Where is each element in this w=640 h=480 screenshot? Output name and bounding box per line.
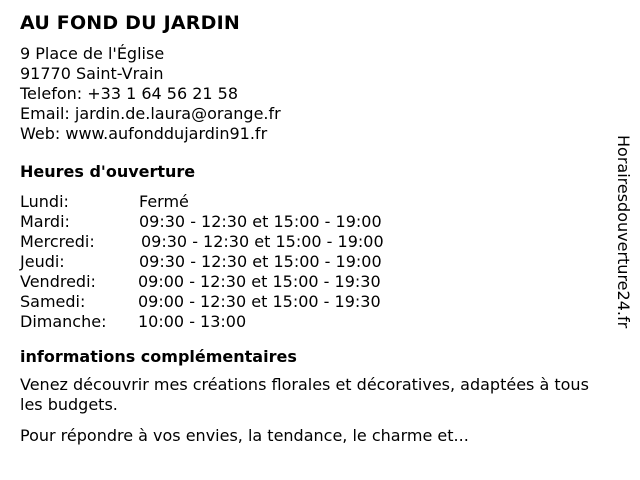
hours-row-vendredi bbox=[20, 272, 610, 292]
business-card bbox=[20, 10, 610, 446]
phone-line: Telefon: +33 1 64 56 21 58 bbox=[20, 84, 239, 103]
hours-table bbox=[20, 192, 610, 332]
day-label: Samedi: bbox=[20, 292, 86, 311]
day-label: Lundi: bbox=[20, 192, 69, 211]
address-street: 9 Place de l'Église bbox=[20, 44, 165, 63]
email-line: Email: jardin.de.laura@orange.fr bbox=[20, 104, 281, 123]
hours-row-mardi bbox=[20, 212, 610, 232]
watermark-text: Horairesdouverture24.fr bbox=[614, 135, 633, 329]
info-paragraph: Venez découvrir mes créations florales et décoratives, adaptées à tous les budgets. bbox=[20, 375, 589, 414]
day-hours: 09:00 - 12:30 et 15:00 - 19:30 bbox=[138, 292, 381, 311]
day-label: Mercredi: bbox=[20, 232, 95, 251]
hours-row-jeudi bbox=[20, 252, 610, 272]
hours-row-mercredi bbox=[20, 232, 610, 252]
hours-row-dimanche bbox=[20, 312, 610, 332]
business-name: AU FOND DU JARDIN bbox=[20, 12, 240, 34]
day-hours: 09:30 - 12:30 et 15:00 - 19:00 bbox=[139, 212, 382, 231]
hours-heading: Heures d'ouverture bbox=[20, 162, 196, 181]
day-hours: 09:00 - 12:30 et 15:00 - 19:30 bbox=[138, 272, 381, 291]
day-hours: 09:30 - 12:30 et 15:00 - 19:00 bbox=[141, 232, 384, 251]
address-city: 91770 Saint-Vrain bbox=[20, 64, 164, 83]
day-hours: 10:00 - 13:00 bbox=[138, 312, 247, 331]
day-hours: 09:30 - 12:30 et 15:00 - 19:00 bbox=[139, 252, 382, 271]
day-label: Mardi: bbox=[20, 212, 70, 231]
day-label: Vendredi: bbox=[20, 272, 96, 291]
info-paragraph: Pour répondre à vos envies, la tendance, le charme et... bbox=[20, 426, 469, 445]
address-block bbox=[20, 44, 610, 144]
web-line: Web: www.aufonddujardin91.fr bbox=[20, 124, 268, 143]
day-label: Jeudi: bbox=[20, 252, 65, 271]
hours-row-lundi bbox=[20, 192, 610, 212]
day-label: Dimanche: bbox=[20, 312, 107, 331]
day-hours: Fermé bbox=[139, 192, 189, 211]
info-heading: informations complémentaires bbox=[20, 347, 297, 366]
hours-row-samedi bbox=[20, 292, 610, 312]
